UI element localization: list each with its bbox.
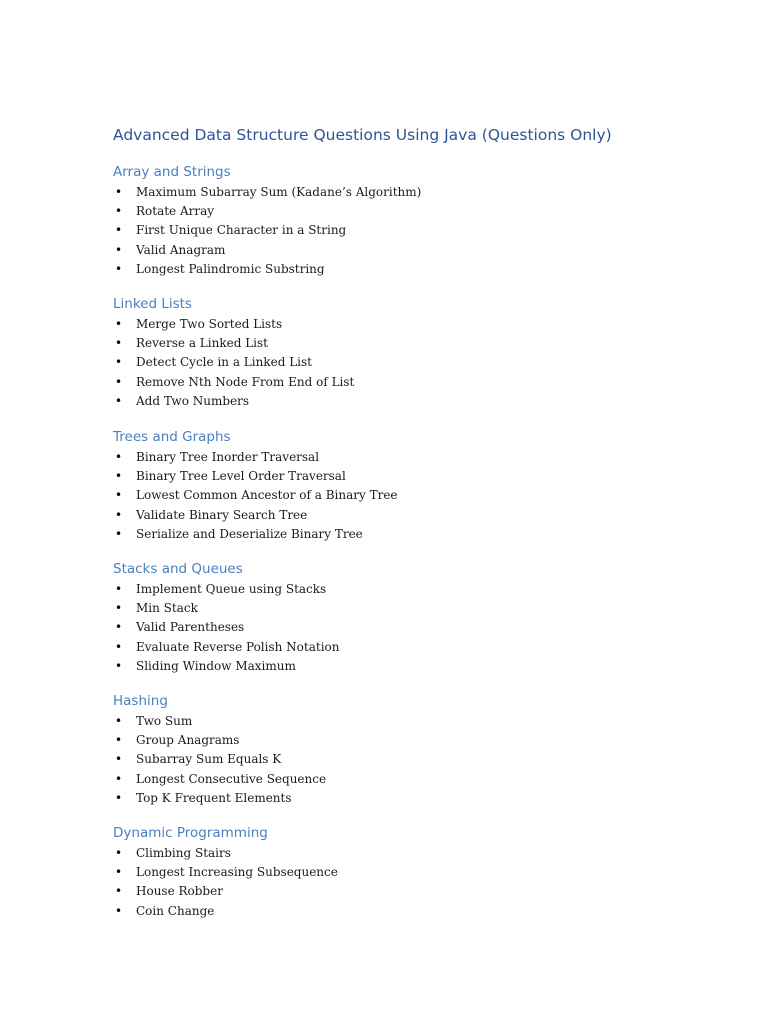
list-item-text: Binary Tree Level Order Traversal [136,469,346,484]
list-item [113,486,733,505]
section-heading: Array and Strings [113,164,231,180]
section-heading: Trees and Graphs [113,429,231,445]
section-heading: Hashing [113,693,168,709]
bullet-icon: • [115,261,123,276]
list-item [113,882,733,901]
bullet-icon: • [115,601,123,616]
list-item [113,221,733,240]
list-item [113,260,733,279]
list-item [113,353,733,372]
bullet-icon: • [115,393,123,408]
list-item [113,392,733,411]
list-item-text: Longest Consecutive Sequence [136,771,327,786]
section-stacks-and-queues [113,558,733,676]
question-list [113,315,733,411]
bullet-icon: • [115,714,123,728]
question-list [113,448,733,544]
bullet-icon: • [115,507,123,522]
list-item [113,657,733,676]
list-item [113,844,733,863]
bullet-icon: • [115,223,123,238]
bullet-icon: • [115,450,123,464]
bullet-icon: • [115,865,123,880]
list-item [113,638,733,657]
list-item-text: Min Stack [136,601,198,616]
bullet-icon: • [115,469,123,484]
list-item-text: Valid Parentheses [136,620,245,635]
list-item-text: Serialize and Deserialize Binary Tree [136,526,363,541]
section-linked-lists [113,293,733,411]
list-item [113,712,733,731]
section-dynamic-programming [113,822,733,921]
list-item-text: Lowest Common Ancestor of a Binary Tree [136,488,398,503]
list-item-text: Longest Increasing Subsequence [136,865,338,880]
bullet-icon: • [115,620,123,635]
list-item [113,506,733,525]
list-item [113,750,733,769]
list-item-text: Reverse a Linked List [136,336,268,351]
section-heading: Linked Lists [113,296,192,312]
list-item-text: Climbing Stairs [136,846,231,860]
question-list [113,580,733,676]
list-item [113,599,733,618]
bullet-icon: • [115,903,123,918]
list-item-text: Two Sum [136,714,193,728]
bullet-icon: • [115,582,123,596]
list-item-text: Top K Frequent Elements [136,790,292,805]
bullet-icon: • [115,242,123,257]
list-item-text: Binary Tree Inorder Traversal [136,450,320,464]
list-item [113,241,733,260]
list-item-text: Implement Queue using Stacks [136,582,327,596]
bullet-icon: • [115,771,123,786]
bullet-icon: • [115,526,123,541]
list-item [113,863,733,882]
document-title: Advanced Data Structure Questions Using Java (Questions Only) [113,126,612,144]
list-item-text: Longest Palindromic Substring [136,261,325,276]
list-item-text: Add Two Numbers [136,393,250,408]
list-item-text: Maximum Subarray Sum (Kadane’s Algorithm) [136,185,422,199]
list-item [113,789,733,808]
section-array-and-strings [113,161,733,279]
section-heading: Stacks and Queues [113,561,243,577]
list-item-text: First Unique Character in a String [136,223,347,238]
list-item [113,731,733,750]
bullet-icon: • [115,639,123,654]
bullet-icon: • [115,488,123,503]
bullet-icon: • [115,317,123,331]
list-item-text: Sliding Window Maximum [136,658,296,673]
list-item [113,448,733,467]
list-item [113,525,733,544]
list-item-text: House Robber [136,884,223,899]
bullet-icon: • [115,374,123,389]
bullet-icon: • [115,204,123,219]
bullet-icon: • [115,355,123,370]
list-item [113,183,733,202]
list-item [113,618,733,637]
question-list [113,183,733,279]
list-item [113,902,733,921]
list-item-text: Subarray Sum Equals K [136,752,282,767]
bullet-icon: • [115,752,123,767]
question-list [113,712,733,808]
bullet-icon: • [115,658,123,673]
list-item [113,202,733,221]
section-hashing [113,690,733,808]
bullet-icon: • [115,733,123,748]
section-trees-and-graphs [113,426,733,544]
list-item-text: Detect Cycle in a Linked List [136,355,312,370]
list-item [113,315,733,334]
bullet-icon: • [115,846,123,860]
list-item-text: Merge Two Sorted Lists [136,317,283,331]
list-item-text: Remove Nth Node From End of List [136,374,355,389]
list-item [113,467,733,486]
list-item-text: Validate Binary Search Tree [136,507,308,522]
bullet-icon: • [115,884,123,899]
list-item [113,770,733,789]
bullet-icon: • [115,790,123,805]
section-heading: Dynamic Programming [113,825,268,841]
question-list [113,844,733,921]
list-item-text: Valid Anagram [136,242,226,257]
list-item [113,373,733,392]
list-item-text: Rotate Array [136,204,215,219]
bullet-icon: • [115,336,123,351]
list-item [113,580,733,599]
list-item-text: Evaluate Reverse Polish Notation [136,639,340,654]
list-item-text: Group Anagrams [136,733,240,748]
bullet-icon: • [115,185,123,199]
list-item-text: Coin Change [136,903,215,918]
list-item [113,334,733,353]
